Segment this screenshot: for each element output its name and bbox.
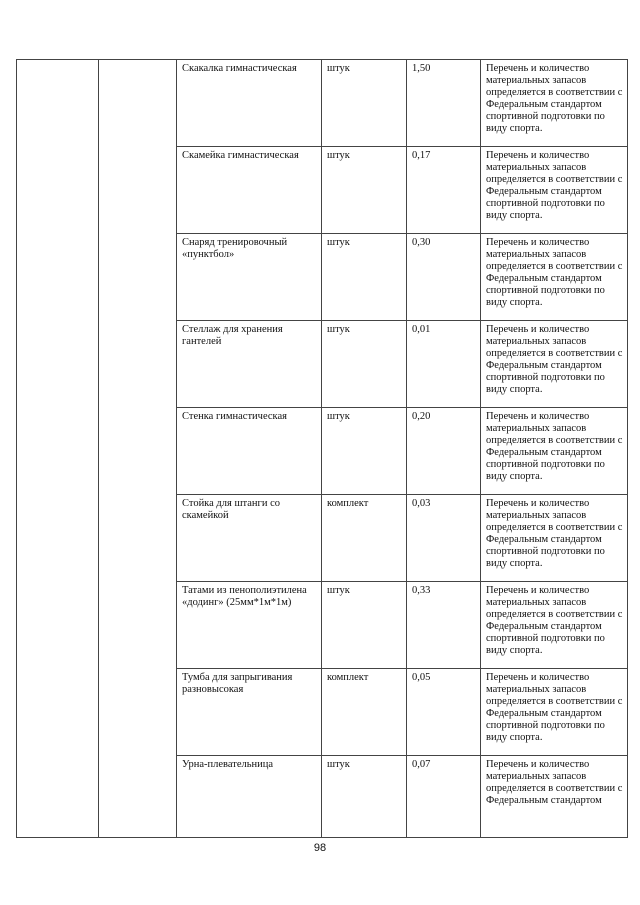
item-qty: 1,50 — [407, 60, 481, 147]
item-qty: 0,05 — [407, 669, 481, 756]
item-name: Тумба для запрыгивания разновысокая — [177, 669, 322, 756]
item-note: Перечень и количество материальных запасов определяется в соответствии с Федеральным стандартом спортивной подготовки по виду спорта. — [481, 669, 628, 756]
item-note: Перечень и количество материальных запасов определяется в соответствии с Федеральным стандартом спортивной подготовки по виду спорта. — [481, 60, 628, 147]
item-name: Скакалка гимнастическая — [177, 60, 322, 147]
item-unit: комплект — [322, 495, 407, 582]
item-note: Перечень и количество материальных запасов определяется в соответствии с Федеральным стандартом спортивной подготовки по виду спорта. — [481, 234, 628, 321]
item-note: Перечень и количество материальных запасов определяется в соответствии с Федеральным стандартом спортивной подготовки по виду спорта. — [481, 582, 628, 669]
item-note: Перечень и количество материальных запасов определяется в соответствии с Федеральным стандартом спортивной подготовки по виду спорта. — [481, 147, 628, 234]
merged-cell-col1 — [17, 60, 99, 838]
merged-cell-col2 — [99, 60, 177, 838]
item-qty: 0,03 — [407, 495, 481, 582]
item-name: Снаряд тренировочный «пунктбол» — [177, 234, 322, 321]
item-qty: 0,17 — [407, 147, 481, 234]
item-name: Стойка для штанги со скамейкой — [177, 495, 322, 582]
item-qty: 0,30 — [407, 234, 481, 321]
page-number: 98 — [313, 842, 327, 854]
table-row — [17, 60, 628, 147]
item-note: Перечень и количество материальных запасов определяется в соответствии с Федеральным стандартом спортивной подготовки по виду спорта. — [481, 321, 628, 408]
equipment-table — [16, 59, 628, 838]
item-note: Перечень и количество материальных запасов определяется в соответствии с Федеральным стандартом спортивной подготовки по виду спорта. — [481, 408, 628, 495]
item-unit: штук — [322, 234, 407, 321]
item-unit: штук — [322, 582, 407, 669]
item-unit: штук — [322, 60, 407, 147]
item-unit: штук — [322, 756, 407, 838]
item-qty: 0,01 — [407, 321, 481, 408]
item-name: Скамейка гимнастическая — [177, 147, 322, 234]
item-name: Стенка гимнастическая — [177, 408, 322, 495]
item-note: Перечень и количество материальных запасов определяется в соответствии с Федеральным стандартом спортивной подготовки по виду спорта. — [481, 495, 628, 582]
item-name: Стеллаж для хранения гантелей — [177, 321, 322, 408]
item-qty: 0,20 — [407, 408, 481, 495]
item-unit: штук — [322, 147, 407, 234]
item-qty: 0,33 — [407, 582, 481, 669]
item-unit: комплект — [322, 669, 407, 756]
item-name: Татами из пенополиэтилена «додинг» (25мм*1м*1м) — [177, 582, 322, 669]
item-unit: штук — [322, 321, 407, 408]
item-qty: 0,07 — [407, 756, 481, 838]
item-name: Урна-плевательница — [177, 756, 322, 838]
item-note: Перечень и количество материальных запасов определяется в соответствии с Федеральным стандартом — [481, 756, 628, 838]
item-unit: штук — [322, 408, 407, 495]
